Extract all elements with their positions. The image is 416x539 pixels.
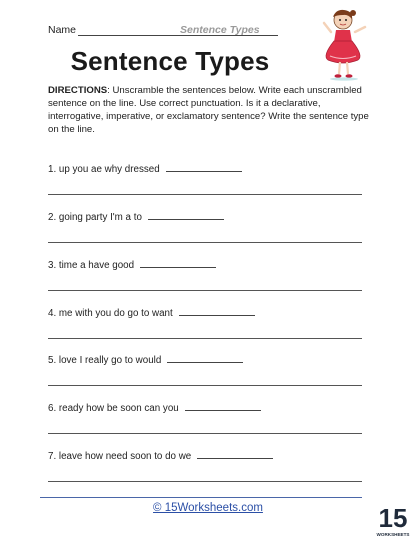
answer-line[interactable] bbox=[48, 290, 362, 291]
question-text: 2. going party I'm a to bbox=[48, 212, 142, 223]
question-text: 5. love I really go to would bbox=[48, 355, 162, 366]
directions bbox=[48, 84, 378, 136]
type-answer-blank[interactable] bbox=[167, 362, 243, 363]
question-text: 7. leave how need soon to do we bbox=[48, 451, 192, 462]
question-6 bbox=[48, 403, 261, 414]
type-answer-blank[interactable] bbox=[148, 219, 224, 220]
answer-line[interactable] bbox=[48, 338, 362, 339]
girl-illustration-icon bbox=[318, 8, 376, 82]
question-7 bbox=[48, 451, 273, 462]
question-5 bbox=[48, 355, 243, 366]
answer-line[interactable] bbox=[48, 385, 362, 386]
page-title: Sentence Types bbox=[70, 46, 270, 76]
type-answer-blank[interactable] bbox=[185, 410, 261, 411]
logo-number: 15 bbox=[378, 503, 408, 533]
question-4 bbox=[48, 308, 255, 319]
worksheet-tag: Sentence Types bbox=[180, 24, 260, 36]
15worksheets-logo-icon bbox=[376, 500, 410, 539]
answer-line[interactable] bbox=[48, 433, 362, 434]
answer-line[interactable] bbox=[48, 481, 362, 482]
answer-line[interactable] bbox=[48, 194, 362, 195]
logo-caption: WORKSHEETS bbox=[376, 532, 410, 537]
question-1 bbox=[48, 164, 242, 175]
name-label: Name bbox=[48, 24, 77, 36]
question-text: 3. time a have good bbox=[48, 260, 135, 271]
footer-link[interactable]: © 15Worksheets.com bbox=[153, 502, 263, 514]
question-text: 6. ready how be soon can you bbox=[48, 403, 179, 414]
question-text: 1. up you ae why dressed bbox=[48, 164, 160, 175]
name-row bbox=[48, 24, 278, 40]
question-2 bbox=[48, 212, 224, 223]
directions-label: DIRECTIONS bbox=[48, 85, 108, 96]
type-answer-blank[interactable] bbox=[140, 267, 216, 268]
question-3 bbox=[48, 260, 216, 271]
type-answer-blank[interactable] bbox=[166, 171, 242, 172]
question-text: 4. me with you do go to want bbox=[48, 308, 173, 319]
footer-divider bbox=[40, 497, 362, 498]
type-answer-blank[interactable] bbox=[179, 315, 255, 316]
footer-copyright[interactable] bbox=[0, 502, 416, 514]
directions-text: : Unscramble the sentences below. Write each unscrambled sentence on the line. Use correct punctuation. Is it a declarative, interrogative, imperative, or exclamatory sentence? Write the sentence type on the line. bbox=[48, 85, 369, 135]
type-answer-blank[interactable] bbox=[197, 458, 273, 459]
answer-line[interactable] bbox=[48, 242, 362, 243]
